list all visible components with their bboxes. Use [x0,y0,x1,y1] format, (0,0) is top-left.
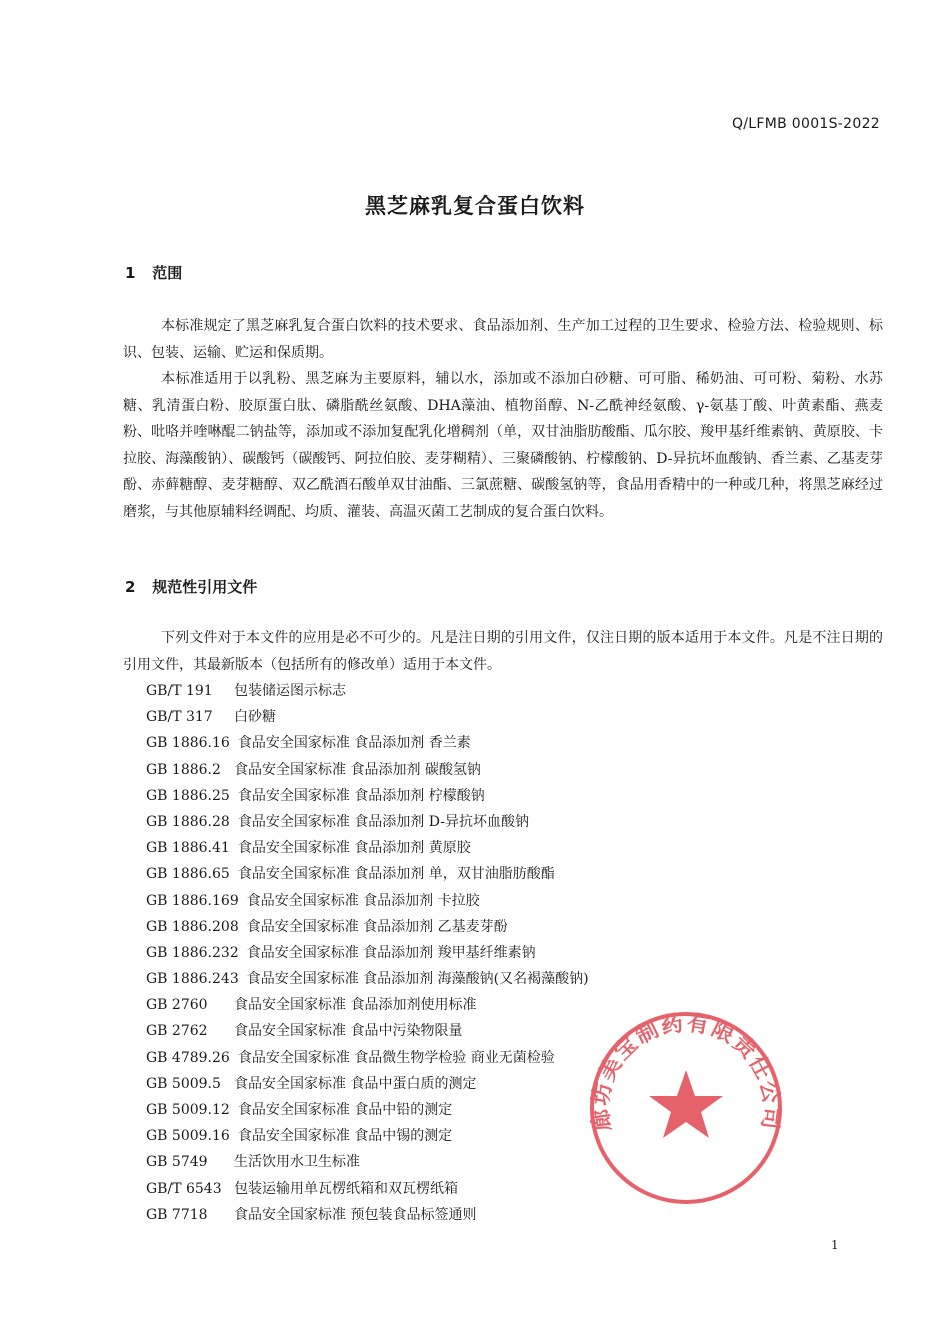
reference-code: GB/T 6543 [146,1180,222,1197]
reference-title: 食品安全国家标准 食品中铅的测定 [237,1102,453,1118]
reference-title: 包装运输用单瓦楞纸箱和双瓦楞纸箱 [234,1180,458,1197]
reference-item [146,730,746,756]
reference-code: GB 1886.41 [146,840,230,857]
reference-title: 食品安全国家标准 食品添加剂 D-异抗坏血酸钠 [237,813,529,830]
reference-code: GB 4789.26 [146,1049,230,1066]
reference-title: 食品安全国家标准 食品添加剂 乙基麦芽酚 [246,918,508,935]
section-2-title: 规范性引用文件 [152,578,258,596]
reference-title: 食品安全国家标准 食品添加剂 羧甲基纤维素钠 [246,944,536,961]
reference-title: 食品安全国家标准 预包装食品标签通则 [234,1206,477,1223]
reference-item [146,966,746,992]
reference-title: 包装储运图示标志 [234,683,346,699]
reference-code: GB 1886.232 [146,944,239,961]
reference-code: GB 1886.25 [146,787,230,804]
reference-code: GB 1886.243 [146,971,239,988]
reference-title: 生活饮用水卫生标准 [234,1154,360,1171]
reference-code: GB 5009.5 [146,1075,221,1092]
reference-item [146,888,746,914]
reference-item [146,861,746,887]
reference-title: 食品安全国家标准 食品添加剂 碳酸氢钠 [234,761,481,778]
reference-title: 食品安全国家标准 食品添加剂 卡拉胶 [246,892,480,909]
page-number: 1 [831,1238,839,1252]
scope-paragraph-2: 本标准适用于以乳粉、黑芝麻为主要原料，辅以水，添加或不添加白砂糖、可可脂、稀奶油、可可粉、菊粉、水苏糖、乳清蛋白粉、胶原蛋白肽、磷脂酰丝氨酸、DHA藻油、植物甾醇、N-乙酰神经氨酸、γ-氨基丁酸、叶黄素酯、燕麦粉、吡咯并喹啉醌二钠盐等，添加或不添加复配乳化增稠剂（单，双甘油脂肪酸酯、瓜尔胶、羧甲基纤维素钠、黄原胶、卡拉胶、海藻酸钠）、碳酸钙（碳酸钙、阿拉伯胶、麦芽糊精）、三聚磷酸钠、柠檬酸钠、D-异抗坏血酸钠、香兰素、乙基麦芽酚、赤藓糖醇、麦芽糖醇、双乙酰酒石酸单双甘油酯、三氯蔗糖、碳酸氢钠等，食品用香精中的一种或几种，将黑芝麻经过磨浆，与其他原辅料经调配、均质、灌装、高温灭菌工艺制成的复合蛋白饮料。 [123,371,883,520]
reference-item [146,809,746,835]
reference-title: 食品安全国家标准 食品中蛋白质的测定 [234,1075,477,1092]
section-2-heading [125,576,257,597]
reference-code: GB 5749 [146,1154,208,1171]
reference-item [146,940,746,966]
reference-code: GB 1886.28 [146,813,230,830]
star-icon [649,1070,723,1138]
reference-code: GB 2762 [146,1023,208,1040]
reference-title: 食品安全国家标准 食品中污染物限量 [234,1023,463,1040]
reference-item [146,835,746,861]
reference-title: 白砂糖 [234,709,276,726]
section-1-title: 范围 [152,264,183,282]
reference-code: GB 5009.12 [146,1102,230,1118]
reference-title: 食品安全国家标准 食品添加剂 单，双甘油脂肪酸酯 [237,866,555,883]
section-1-heading [125,262,182,283]
reference-code: GB 1886.208 [146,918,239,935]
references-intro-paragraph: 下列文件对于本文件的应用是必不可少的。凡是注日期的引用文件，仅注日期的版本适用于本文件。凡是不注日期的引用文件，其最新版本（包括所有的修改单）适用于本文件。 [123,630,883,673]
reference-title: 食品安全国家标准 食品中锡的测定 [237,1128,453,1145]
reference-item [146,783,746,809]
reference-title: 食品安全国家标准 食品添加剂 香兰素 [237,735,471,752]
reference-code: GB 2760 [146,997,208,1014]
document-code: Q/LFMB 0001S-2022 [731,116,880,132]
reference-title: 食品安全国家标准 食品添加剂使用标准 [234,997,477,1014]
reference-code: GB 1886.169 [146,892,239,909]
reference-code: GB/T 317 [146,709,213,726]
company-seal [586,1008,786,1208]
reference-title: 食品安全国家标准 食品添加剂 海藻酸钠(又名褐藻酸钠) [246,971,589,988]
reference-code: GB 1886.65 [146,866,230,883]
section-1-number: 1 [125,264,136,282]
reference-item [146,914,746,940]
seal-text: 廊坊美宝制药有限责任公司 [588,1010,784,1133]
reference-title: 食品安全国家标准 食品添加剂 黄原胶 [237,840,471,857]
document-title: 黑芝麻乳复合蛋白饮料 [365,194,585,218]
reference-code: GB 7718 [146,1206,208,1223]
reference-item [146,704,746,730]
reference-code: GB 1886.2 [146,761,221,778]
reference-item [146,757,746,783]
section-2-number: 2 [125,578,136,596]
reference-code: GB 1886.16 [146,735,230,752]
reference-item [146,678,746,704]
reference-title: 食品安全国家标准 食品微生物学检验 商业无菌检验 [237,1049,555,1066]
reference-code: GB/T 191 [146,683,213,699]
reference-code: GB 5009.16 [146,1128,230,1145]
scope-paragraph-1: 本标准规定了黑芝麻乳复合蛋白饮料的技术要求、食品添加剂、生产加工过程的卫生要求、检验方法、检验规则、标识、包装、运输、贮运和保质期。 [123,318,883,361]
reference-title: 食品安全国家标准 食品添加剂 柠檬酸钠 [237,787,485,804]
